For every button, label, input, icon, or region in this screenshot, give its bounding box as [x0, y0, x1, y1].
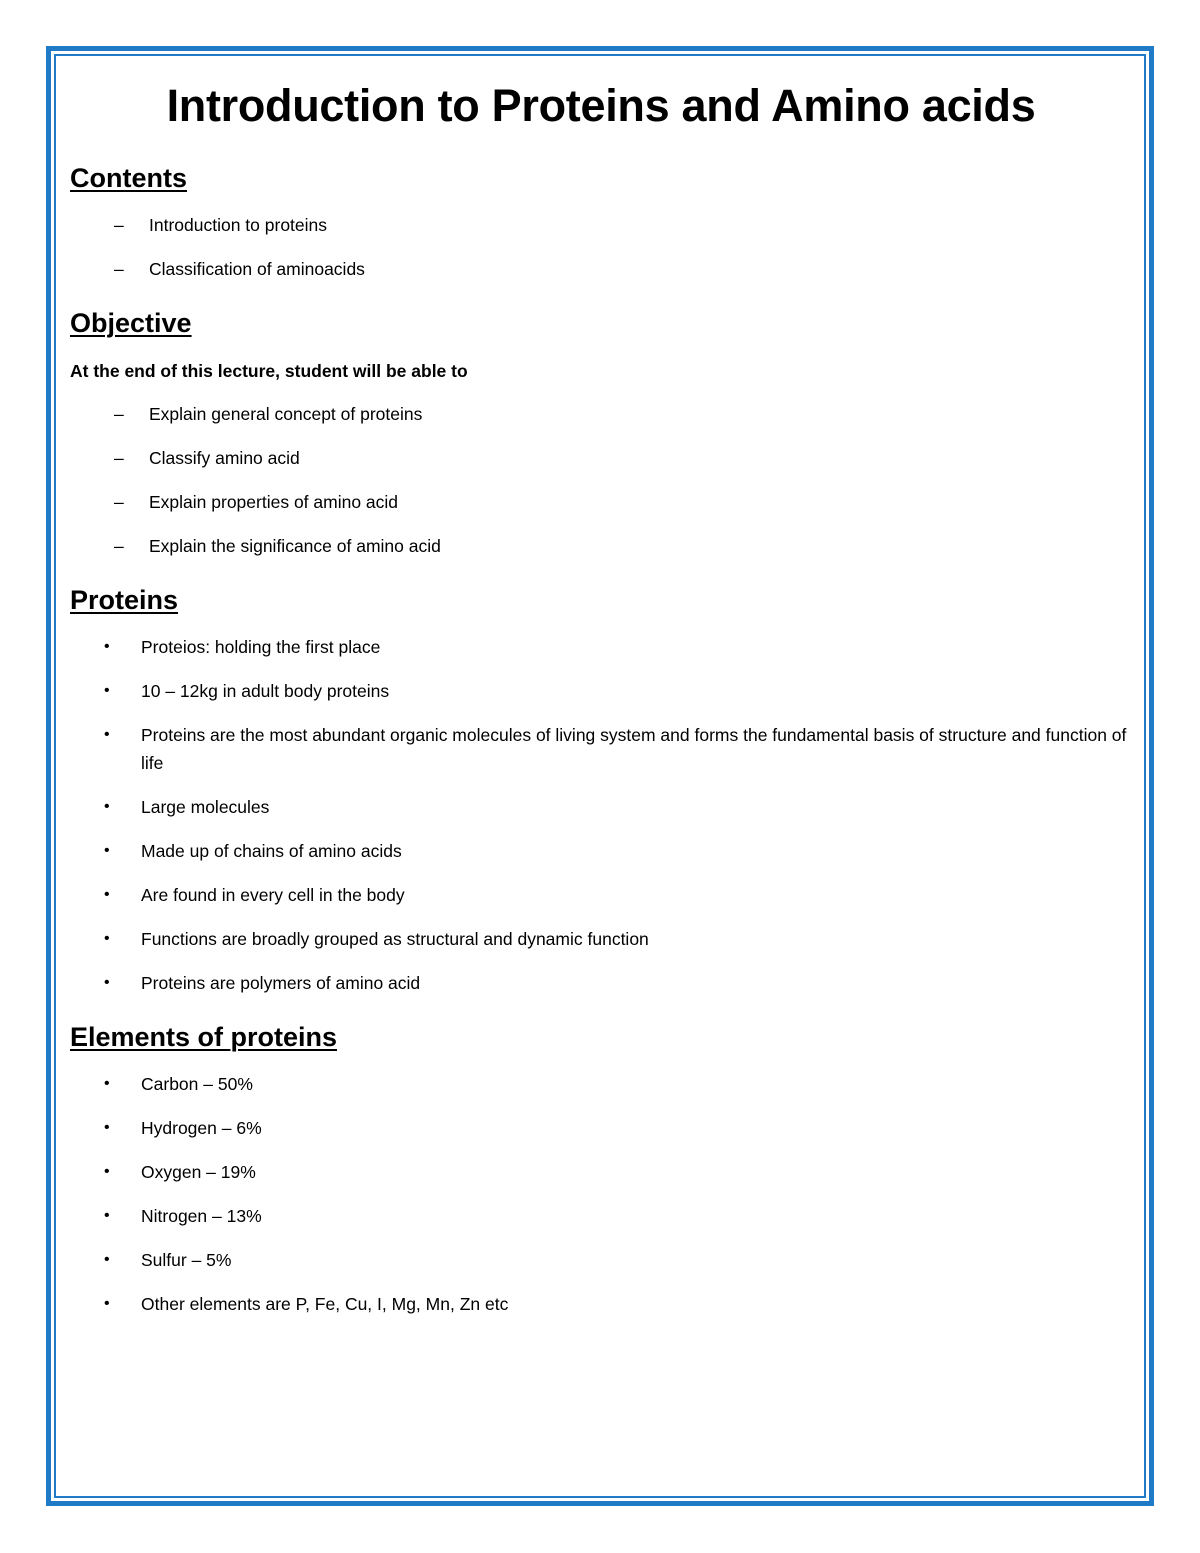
elements-list [70, 1070, 1132, 1318]
list-item: • Nitrogen – 13% [70, 1202, 1132, 1230]
list-item: – Explain properties of amino acid [70, 488, 1132, 516]
list-item: – Classification of aminoacids [70, 255, 1132, 283]
list-item: • Functions are broadly grouped as structural and dynamic function [70, 925, 1132, 953]
list-item: • Large molecules [70, 793, 1132, 821]
dash-marker: – [114, 215, 124, 235]
objective-list [70, 400, 1132, 560]
bullet-marker: • [104, 638, 110, 655]
list-item: • Sulfur – 5% [70, 1246, 1132, 1274]
objective-heading: Objective [70, 308, 192, 338]
bullet-marker: • [104, 886, 110, 903]
list-item: • Proteins are the most abundant organic molecules of living system and forms the fundamental basis of structure and function of life [70, 721, 1132, 777]
document-body [70, 78, 1132, 1318]
bullet-marker: • [104, 682, 110, 699]
list-item: • Proteins are polymers of amino acid [70, 969, 1132, 997]
list-item: – Classify amino acid [70, 444, 1132, 472]
elements-heading: Elements of proteins [70, 1022, 338, 1052]
list-item: • Are found in every cell in the body [70, 881, 1132, 909]
proteins-heading: Proteins [70, 585, 179, 615]
dash-marker: – [114, 259, 124, 279]
dash-marker: – [114, 492, 124, 512]
bullet-marker: • [104, 1251, 110, 1268]
bullet-marker: • [104, 1295, 110, 1312]
list-item: • Proteios: holding the first place [70, 633, 1132, 661]
list-item: • Made up of chains of amino acids [70, 837, 1132, 865]
bullet-marker: • [104, 1119, 110, 1136]
document-title: Introduction to Proteins and Amino acids [166, 80, 1036, 131]
list-item: • Hydrogen – 6% [70, 1114, 1132, 1142]
bullet-marker: • [104, 974, 110, 991]
list-item: • Oxygen – 19% [70, 1158, 1132, 1186]
bullet-marker: • [104, 798, 110, 815]
bullet-marker: • [104, 930, 110, 947]
dash-marker: – [114, 536, 124, 556]
dash-marker: – [114, 448, 124, 468]
contents-heading: Contents [70, 163, 187, 193]
bullet-marker: • [104, 842, 110, 859]
bullet-marker: • [104, 1075, 110, 1092]
list-item: – Explain general concept of proteins [70, 400, 1132, 428]
list-item: • 10 – 12kg in adult body proteins [70, 677, 1132, 705]
bullet-marker: • [104, 726, 110, 743]
contents-list [70, 211, 1132, 283]
list-item: • Other elements are P, Fe, Cu, I, Mg, Mn, Zn etc [70, 1290, 1132, 1318]
bullet-marker: • [104, 1207, 110, 1224]
dash-marker: – [114, 404, 124, 424]
proteins-list [70, 633, 1132, 997]
objective-lead: At the end of this lecture, student will be able to [70, 361, 468, 381]
list-item: – Explain the significance of amino acid [70, 532, 1132, 560]
list-item: – Introduction to proteins [70, 211, 1132, 239]
bullet-marker: • [104, 1163, 110, 1180]
list-item: • Carbon – 50% [70, 1070, 1132, 1098]
